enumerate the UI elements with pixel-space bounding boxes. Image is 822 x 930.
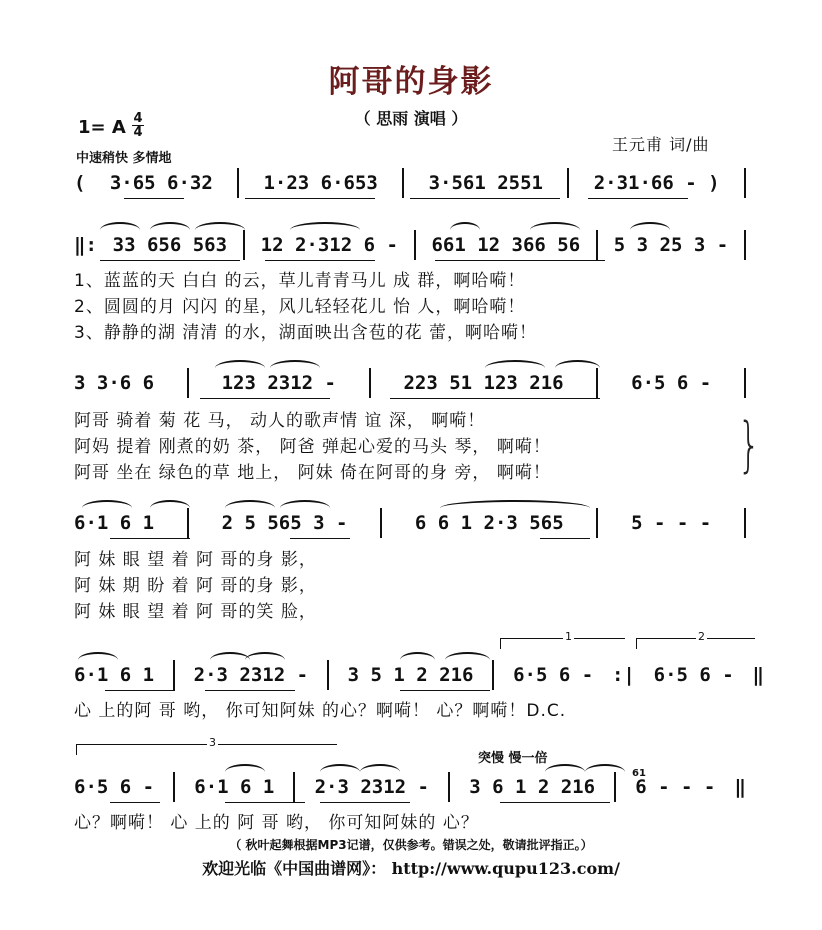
lyric-line: 阿妈 提着 刚煮的奶 茶， 阿爸 弹起心爱的马头 琴， 啊嗬！ [74, 437, 551, 457]
slur [78, 652, 118, 668]
lyric-line: 阿哥 坐在 绿色的草 地上， 阿妹 倚在阿哥的身 旁， 啊嗬！ [74, 463, 551, 483]
barline [414, 230, 416, 260]
slur [225, 500, 275, 516]
beam-underline [200, 398, 330, 399]
barline [380, 508, 382, 538]
slur [555, 360, 600, 376]
footer-link[interactable]: 欢迎光临《中国曲谱网》： http://www.qupu123.com/ [202, 859, 620, 878]
lyric-line: 3、静静的湖 清清 的水，湖面映出含苞的花 蕾，啊哈嗬！ [74, 323, 538, 343]
measure: 6 - - - [635, 776, 716, 798]
slur [100, 222, 140, 238]
volta-3 [76, 736, 337, 755]
tempo-marking: 中速稍快 多情地 [76, 151, 172, 166]
volta-2-label: 2 [698, 630, 705, 643]
beam-underline [290, 538, 350, 539]
beam-underline [110, 802, 160, 803]
beam-underline [124, 198, 184, 199]
barline [369, 368, 371, 398]
notation-line-3 [74, 368, 746, 398]
measure: 3 6 1 2 216 [469, 776, 596, 798]
barline [187, 368, 189, 398]
singer-credit: （ 思雨 演唱 ） [354, 109, 468, 128]
measure: 2·3 2312 - [314, 776, 429, 798]
measure: 223 51 123 216 [403, 372, 564, 394]
slur [150, 222, 190, 238]
barline [293, 772, 295, 802]
barline [237, 168, 239, 198]
repeat-start: ‖: [74, 234, 97, 256]
measure: 12 2·312 6 - [260, 234, 398, 256]
measure: 5 3 25 3 - [613, 234, 729, 256]
measure: 2 5 565 3 - [221, 512, 348, 534]
barline [744, 508, 746, 538]
barline [448, 772, 450, 802]
slur [445, 652, 490, 668]
notation-line-6 [74, 772, 746, 802]
slur [440, 500, 590, 516]
beam-underline [400, 690, 490, 691]
measure: 6·5 6 - [74, 776, 155, 798]
volta-1 [500, 630, 625, 649]
lyric-line: 阿哥 骑着 菊 花 马， 动人的歌声情 谊 深， 啊嗬！ [74, 411, 486, 431]
lyric-line: 心 上的阿 哥 哟， 你可知阿妹 的心？啊嗬！ 心？啊嗬！D.C. [74, 701, 567, 721]
barline [744, 230, 746, 260]
slur [585, 764, 625, 780]
beam-underline [100, 260, 240, 261]
slur [150, 500, 190, 516]
slur [82, 500, 132, 516]
tempo-change: 突慢 慢一倍 [478, 751, 548, 766]
measure: 6·5 6 - [631, 372, 712, 394]
barline [173, 660, 175, 690]
slur [530, 222, 580, 238]
measure: 661 12 366 56 [431, 234, 581, 256]
slur [450, 222, 480, 238]
slur [400, 652, 435, 668]
lyric-line: 心？啊嗬！ 心 上的 阿 哥 哟， 你可知阿妹的 心？ [74, 813, 479, 833]
barline [744, 168, 746, 198]
beam-underline [435, 260, 605, 261]
barline [327, 660, 329, 690]
final-barline: ‖ [734, 776, 746, 798]
beam-underline [588, 198, 688, 199]
beam-underline [205, 690, 295, 691]
barline [402, 168, 404, 198]
time-signature-top: 4 [133, 111, 143, 126]
slur [245, 652, 285, 668]
measure: 6 6 1 2·3 565 [414, 512, 564, 534]
measure: 2·3 2312 - [193, 664, 309, 686]
beam-underline [540, 538, 590, 539]
slur [630, 222, 670, 238]
slur [545, 764, 585, 780]
measure: 3 3·6 6 [74, 372, 155, 394]
beam-underline [265, 260, 375, 261]
slur [320, 764, 360, 780]
grace-note: 61 [632, 768, 646, 779]
measure: 6·1 6 1 [74, 664, 155, 686]
volta-2 [636, 630, 755, 649]
lyric-line: 1、蓝蓝的天 白白 的云，草儿青青马儿 成 群，啊哈嗬！ [74, 271, 526, 291]
measure: 3·561 2551 [428, 172, 543, 194]
measure: 3·65 6·32 [109, 172, 213, 194]
beam-underline [410, 198, 560, 199]
slur [360, 764, 400, 780]
notation-line-1 [74, 168, 746, 198]
slur [195, 222, 245, 238]
volta-1-label: 1 [565, 630, 572, 643]
barline [596, 230, 598, 260]
slur [290, 222, 360, 238]
measure: 1·23 6·653 [263, 172, 378, 194]
barline [744, 368, 746, 398]
measure: 6·5 6 - [513, 664, 594, 686]
measure: 5 - - - [631, 512, 712, 534]
slur [210, 652, 250, 668]
beam-underline [110, 538, 190, 539]
slur [485, 360, 545, 376]
measure: 3 5 1 2 216 [347, 664, 474, 686]
double-barline: ‖ [752, 664, 764, 686]
lyric-line: 阿 妹 眼 望 着 阿 哥的笑 脸， [74, 602, 317, 622]
lyric-line: 阿 妹 期 盼 着 阿 哥的身 影， [74, 576, 317, 596]
slur [270, 360, 320, 376]
measure: 6·1 6 1 [74, 512, 155, 534]
barline [596, 508, 598, 538]
slur [280, 500, 330, 516]
verse-brace: } [737, 410, 761, 480]
measure: 123 2312 - [221, 372, 336, 394]
beam-underline [390, 398, 600, 399]
lyric-line: 阿 妹 眼 望 着 阿 哥的身 影， [74, 550, 317, 570]
slur [215, 360, 265, 376]
measure: 6·5 6 - [653, 664, 734, 686]
barline [173, 772, 175, 802]
lyric-line: 2、圆圆的月 闪闪 的星，风儿轻轻花儿 怡 人，啊哈嗬！ [74, 297, 526, 317]
barline [567, 168, 569, 198]
measure: 2·31·66 - ) [593, 172, 720, 194]
barline [492, 660, 494, 690]
repeat-end: :| [611, 664, 635, 686]
beam-underline [500, 802, 610, 803]
time-signature-bottom: 4 [133, 125, 143, 140]
song-title: 阿哥的身影 [328, 64, 494, 100]
key-signature: 1= A [78, 117, 126, 138]
beam-underline [225, 802, 305, 803]
measure: 33 656 563 [112, 234, 228, 256]
measure: 6·1 6 1 [194, 776, 275, 798]
slur [225, 764, 265, 780]
beam-underline [105, 690, 175, 691]
time-signature [131, 112, 145, 139]
beam-underline [245, 198, 375, 199]
volta-3-label: 3 [209, 736, 216, 749]
beam-underline [320, 802, 410, 803]
composer-credits: 王元甫 词/曲 [612, 135, 710, 154]
transcription-note: （ 秋叶起舞根据MP3记谱，仅供参考。错误之处，敬请批评指正。） [229, 838, 593, 852]
open-paren: ( [74, 172, 86, 194]
